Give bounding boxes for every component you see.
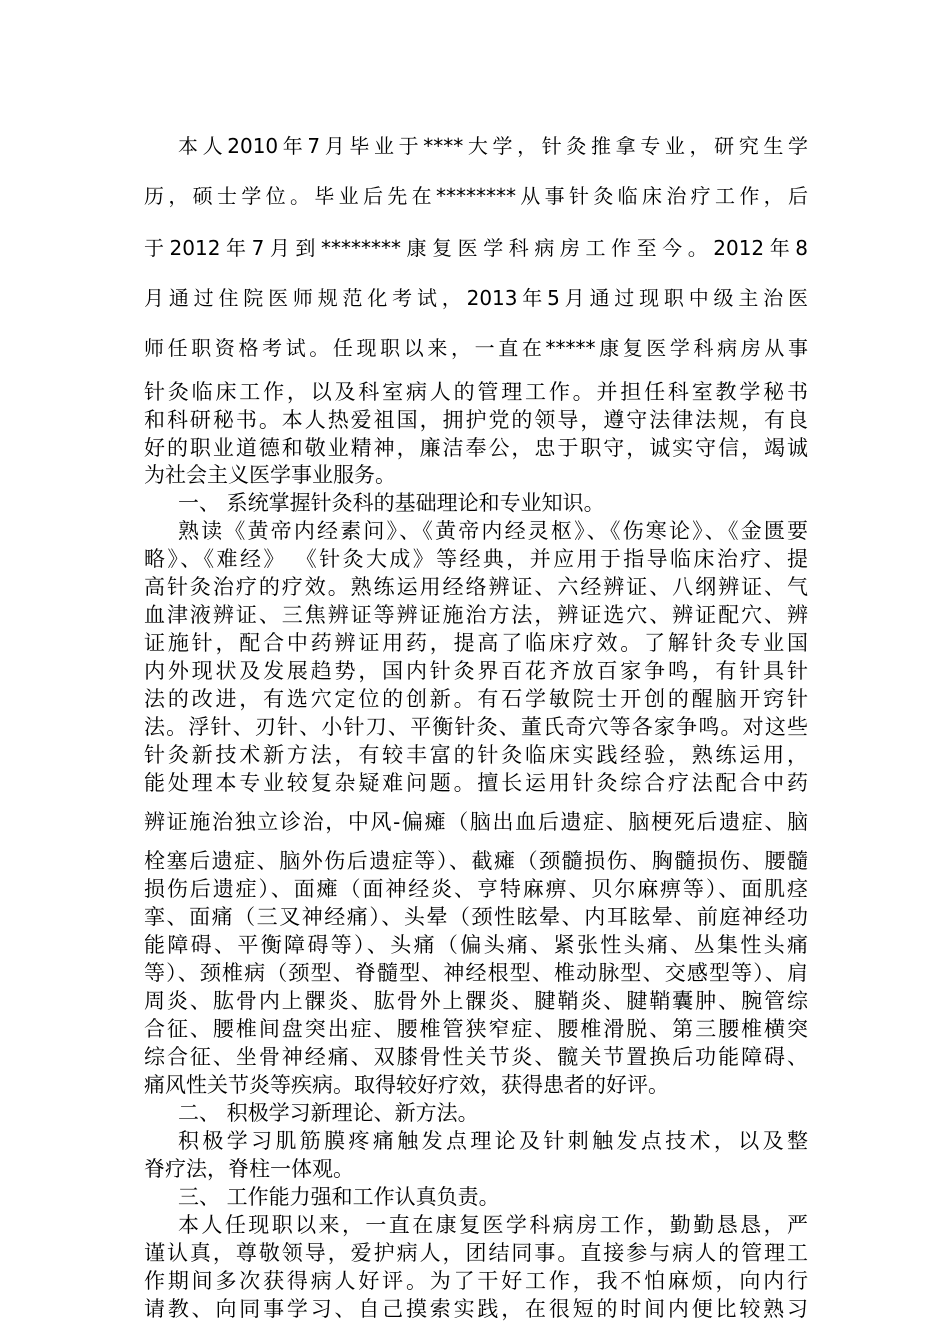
text-line: 于2012年7月到********康复医学科病房工作至今。2012年8 [144, 236, 808, 260]
text-line: 综合征、坐骨神经痛、双膝骨性关节炎、髋关节置换后功能障碍、 [144, 1045, 808, 1069]
text-line: 能处理本专业较复杂疑难问题。擅长运用针灸综合疗法配合中药 [144, 771, 808, 795]
section-heading: 三、 工作能力强和工作认真负责。 [178, 1185, 500, 1209]
text-line: 作期间多次获得病人好评。为了干好工作，我不怕麻烦，向内行 [144, 1269, 808, 1293]
text-line: 血津液辨证、三焦辨证等辨证施治方法，辨证选穴、辨证配穴、辨 [144, 603, 808, 627]
section-heading: 二、 积极学习新理论、新方法。 [178, 1101, 479, 1125]
text-line: 能障碍、平衡障碍等）、头痛（偏头痛、紧张性头痛、丛集性头痛 [144, 933, 808, 957]
text-line: 损伤后遗症）、面瘫（面神经炎、亨特麻痹、贝尔麻痹等）、面肌痉 [144, 877, 808, 901]
text-line: 高针灸治疗的疗效。熟练运用经络辨证、六经辨证、八纲辨证、气 [144, 575, 808, 599]
text-line: 历，硕士学位。毕业后先在********从事针灸临床治疗工作，后 [144, 184, 808, 208]
text-line: 师任职资格考试。任现职以来，一直在*****康复医学科病房从事 [144, 336, 808, 360]
text-line: 本人任现职以来，一直在康复医学科病房工作，勤勤恳恳，严 [178, 1213, 808, 1237]
text-line: 略》、《难经》 《针灸大成》等经典，并应用于指导临床治疗、提 [144, 547, 808, 571]
text-line: 辨证施治独立诊治，中风-偏瘫（脑出血后遗症、脑梗死后遗症、脑 [144, 810, 808, 834]
section-heading: 一、 系统掌握针灸科的基础理论和专业知识。 [178, 491, 605, 515]
text-line: 为社会主义医学事业服务。 [144, 463, 396, 487]
text-line: 好的职业道德和敬业精神，廉洁奉公，忠于职守，诚实守信，竭诚 [144, 436, 808, 460]
text-line: 月通过住院医师规范化考试，2013年5月通过现职中级主治医 [144, 286, 808, 310]
text-line: 内外现状及发展趋势，国内针灸界百花齐放百家争鸣，有针具针 [144, 659, 808, 683]
text-line: 等）、颈椎病（颈型、脊髓型、神经根型、椎动脉型、交感型等）、肩 [144, 961, 808, 985]
text-line: 针灸临床工作，以及科室病人的管理工作。并担任科室教学秘书 [144, 380, 808, 404]
text-line: 挛、面痛（三叉神经痛）、头晕（颈性眩晕、内耳眩晕、前庭神经功 [144, 905, 808, 929]
text-line: 和科研秘书。本人热爱祖国，拥护党的领导，遵守法律法规，有良 [144, 408, 808, 432]
text-line: 谨认真，尊敬领导，爱护病人，团结同事。直接参与病人的管理工 [144, 1241, 808, 1265]
text-line: 请教、向同事学习、自己摸索实践，在很短的时间内便比较熟习 [144, 1297, 808, 1321]
text-line: 痛风性关节炎等疾病。取得较好疗效，获得患者的好评。 [144, 1073, 669, 1097]
text-line: 针灸新技术新方法，有较丰富的针灸临床实践经验，熟练运用， [144, 743, 808, 767]
text-line: 法的改进，有选穴定位的创新。有石学敏院士开创的醒脑开窍针 [144, 687, 808, 711]
text-line: 脊疗法，脊柱一体观。 [144, 1157, 354, 1181]
text-line: 栓塞后遗症、脑外伤后遗症等）、截瘫（颈髓损伤、胸髓损伤、腰髓 [144, 849, 808, 873]
text-line: 积极学习肌筋膜疼痛触发点理论及针刺触发点技术，以及整 [178, 1129, 808, 1153]
text-line: 本人2010年7月毕业于****大学，针灸推拿专业，研究生学 [178, 134, 808, 158]
text-line: 周炎、肱骨内上髁炎、肱骨外上髁炎、腱鞘炎、腱鞘囊肿、腕管综 [144, 989, 808, 1013]
text-line: 合征、腰椎间盘突出症、腰椎管狭窄症、腰椎滑脱、第三腰椎横突 [144, 1017, 808, 1041]
text-line: 证施针，配合中药辨证用药，提高了临床疗效。了解针灸专业国 [144, 631, 808, 655]
text-line: 法。浮针、刃针、小针刀、平衡针灸、董氏奇穴等各家争鸣。对这些 [144, 715, 808, 739]
text-line: 熟读《黄帝内经素问》、《黄帝内经灵枢》、《伤寒论》、《金匮要 [178, 519, 808, 543]
